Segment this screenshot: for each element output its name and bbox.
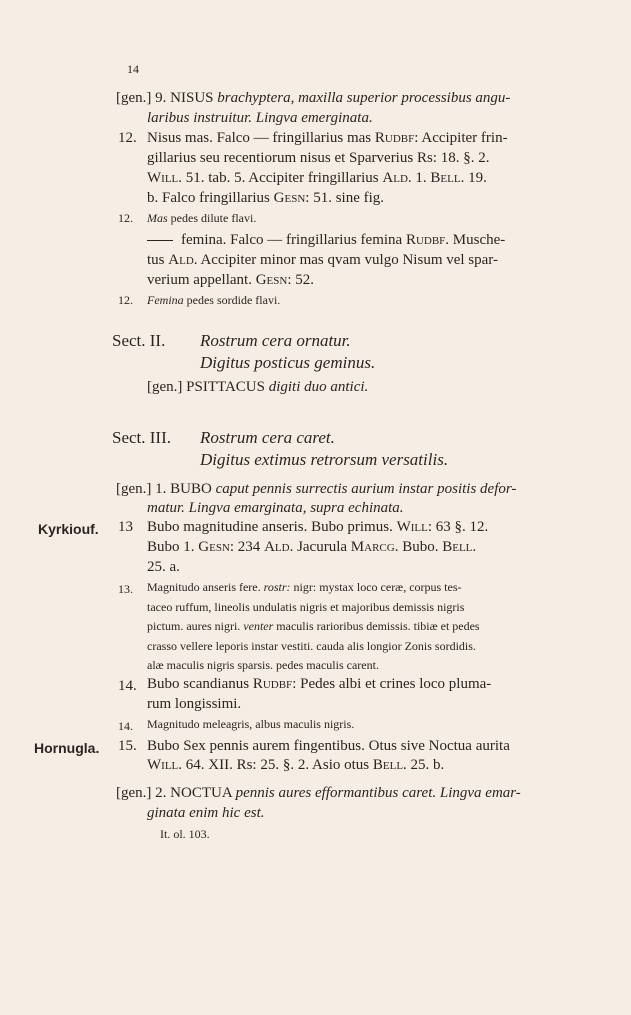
entry-text-part: . Bubo.: [394, 539, 439, 555]
note-text: [147, 580, 462, 595]
note-text: [147, 293, 280, 308]
genus-description: caput pennis surrectis aurium instar positis defor-: [215, 481, 517, 497]
note-number: 14.: [118, 719, 133, 733]
entry-text: rum longissimi.: [147, 696, 242, 712]
note-text-part: pedes sordide flavi.: [186, 293, 281, 307]
entry-text-part: Nisus mas. Falco — fringillarius mas: [147, 130, 372, 146]
note-italic: rostr:: [263, 580, 291, 594]
author-abbrev: Rudbf: [252, 676, 293, 692]
entry-text: [147, 232, 505, 249]
section-character: Digitus extimus retrorsum versatilis.: [200, 450, 449, 469]
note-text-part: nigr: mystax loco ceræ, corpus tes-: [293, 580, 462, 594]
note-text: [147, 619, 480, 634]
vernacular-name: Hornugla.: [34, 740, 100, 756]
entry-text-part: . Musche-: [445, 232, 506, 248]
author-abbrev: Rudbf: [405, 232, 446, 248]
entry-number: 13: [118, 519, 133, 535]
author-abbrev: Will: [147, 757, 179, 773]
entry-text: [147, 539, 476, 556]
author-abbrev: Gesn: [273, 190, 306, 206]
note-italic: Mas: [147, 211, 168, 225]
note-text: Magnitudo meleagris, albus maculis nigris.: [147, 717, 355, 731]
genus-psittacus-heading: [147, 379, 368, 396]
entry-text: [147, 190, 384, 207]
author-abbrev: Ald: [168, 252, 194, 268]
entry-text-part: . 25. b.: [403, 757, 445, 773]
author-abbrev: Rudbf: [374, 130, 415, 146]
note-italic: venter: [243, 619, 274, 633]
genus-description-cont: ginata enim hic est.: [147, 805, 265, 821]
entry-text: [147, 272, 314, 289]
entry-text-part: Bubo scandianus: [147, 676, 250, 692]
entry-text-part: . 51. tab. 5. Accipiter fringillarius: [178, 170, 379, 186]
author-abbrev: Bell: [442, 539, 473, 555]
genus-description: digiti duo antici.: [268, 379, 369, 395]
genus-description: pennis aures efformantibus caret. Lingva emar-: [235, 785, 521, 801]
entry-text: [147, 676, 491, 693]
entry-text-part: . Jacurula: [289, 539, 348, 555]
entry-text: [147, 519, 488, 536]
entry-text-part: b. Falco fringillarius: [147, 190, 270, 206]
note-text: taceo ruffum, lineolis undulatis nigris et majoribus demissis nigris: [147, 600, 465, 614]
author-abbrev: Bell: [372, 757, 404, 773]
entry-text-part: . 64. XII. Rs: 25. §. 2. Asio otus: [178, 757, 370, 773]
genus-label: [gen.] 1. BUBO: [116, 481, 212, 497]
note-text-part: pictum. aures nigri.: [147, 619, 241, 633]
genus-label: [gen.] PSITTACUS: [147, 379, 265, 395]
section-label: Sect. II.: [112, 331, 166, 350]
vernacular-name: Kyrkiouf.: [38, 521, 99, 537]
entry-text: [147, 252, 498, 269]
entry-text-part: . Accipiter minor mas qvam vulgo Nisum vel spar-: [193, 252, 498, 268]
genus-description-cont: matur. Lingva emarginata, supra echinata.: [147, 500, 404, 516]
note-text-part: maculis rarioribus demissis. tibiæ et pedes: [276, 619, 480, 633]
author-abbrev: Bell: [430, 170, 461, 186]
entry-number: 15.: [118, 738, 137, 754]
entry-text-part: . 1.: [407, 170, 427, 186]
section-character: Rostrum cera caret.: [200, 428, 335, 447]
note-text-part: pedes dilute flavi.: [170, 211, 257, 225]
genus-bubo-heading: [116, 481, 516, 498]
entry-text-part: : 63 §. 12.: [427, 519, 489, 535]
entry-text: [147, 757, 444, 774]
author-abbrev: Ald: [264, 539, 290, 555]
ditto-dash: [147, 240, 173, 241]
note-text: crasso vellere leporis instar vestiti. cauda alis longior Zonis sordidis.: [147, 639, 476, 653]
genus-noctua-heading: [116, 785, 521, 802]
page-number: 14: [127, 62, 139, 76]
entry-text-part: .: [472, 539, 477, 555]
note-number: 12.: [118, 211, 133, 225]
note-number: 13.: [118, 582, 133, 596]
entry-text-part: Bubo 1.: [147, 539, 195, 555]
entry-text-part: . 19.: [460, 170, 487, 186]
note-italic: Femina: [147, 293, 184, 307]
entry-text-part: : Accipiter frin-: [414, 130, 508, 146]
author-abbrev: Will: [396, 519, 428, 535]
entry-text-part: Bubo magnitudine anseris. Bubo primus.: [147, 519, 393, 535]
genus-label: [gen.] 2. NOCTUA: [116, 785, 232, 801]
entry-text-part: : 51. sine fig.: [305, 190, 385, 206]
entry-text-part: : 234: [229, 539, 261, 555]
entry-text-part: verium appellant.: [147, 272, 252, 288]
genus-nisus-heading: [116, 90, 510, 107]
author-abbrev: Will: [147, 170, 179, 186]
footer-reference: It. ol. 103.: [160, 827, 210, 841]
author-abbrev: Gesn: [255, 272, 288, 288]
entry-text-part: tus: [147, 252, 165, 268]
note-text: [147, 211, 256, 226]
genus-description-cont: laribus instruitur. Lingva emerginata.: [147, 110, 373, 126]
note-text: alæ maculis nigris sparsis. pedes maculis carent.: [147, 658, 379, 672]
section-character: Digitus posticus geminus.: [200, 353, 376, 372]
section-label: Sect. III.: [112, 428, 172, 447]
author-abbrev: Ald: [382, 170, 408, 186]
author-abbrev: Gesn: [198, 539, 230, 555]
entry-text-part: : 52.: [287, 272, 315, 288]
note-text-part: Magnitudo anseris fere.: [147, 580, 261, 594]
entry-text: Bubo Sex pennis aurem fingentibus. Otus sive Noctua aurita: [147, 738, 510, 754]
entry-text: gillarius seu recentiorum nisus et Sparverius Rs: 18. §. 2.: [147, 150, 490, 166]
genus-description: brachyptera, maxilla superior processibus angu-: [217, 90, 511, 106]
section-character: Rostrum cera ornatur.: [200, 331, 351, 350]
entry-text: 25. a.: [147, 559, 180, 575]
entry-text: [147, 130, 508, 147]
genus-label: [gen.] 9. NISUS: [116, 90, 214, 106]
entry-text: [147, 170, 487, 187]
entry-number: 12.: [118, 130, 137, 146]
entry-text-part: femina. Falco — fringillarius femina: [181, 232, 403, 248]
author-abbrev: Marcg: [350, 539, 395, 555]
entry-text-part: : Pedes albi et crines loco pluma-: [292, 676, 492, 692]
note-number: 12.: [118, 293, 133, 307]
entry-number: 14.: [118, 678, 137, 694]
